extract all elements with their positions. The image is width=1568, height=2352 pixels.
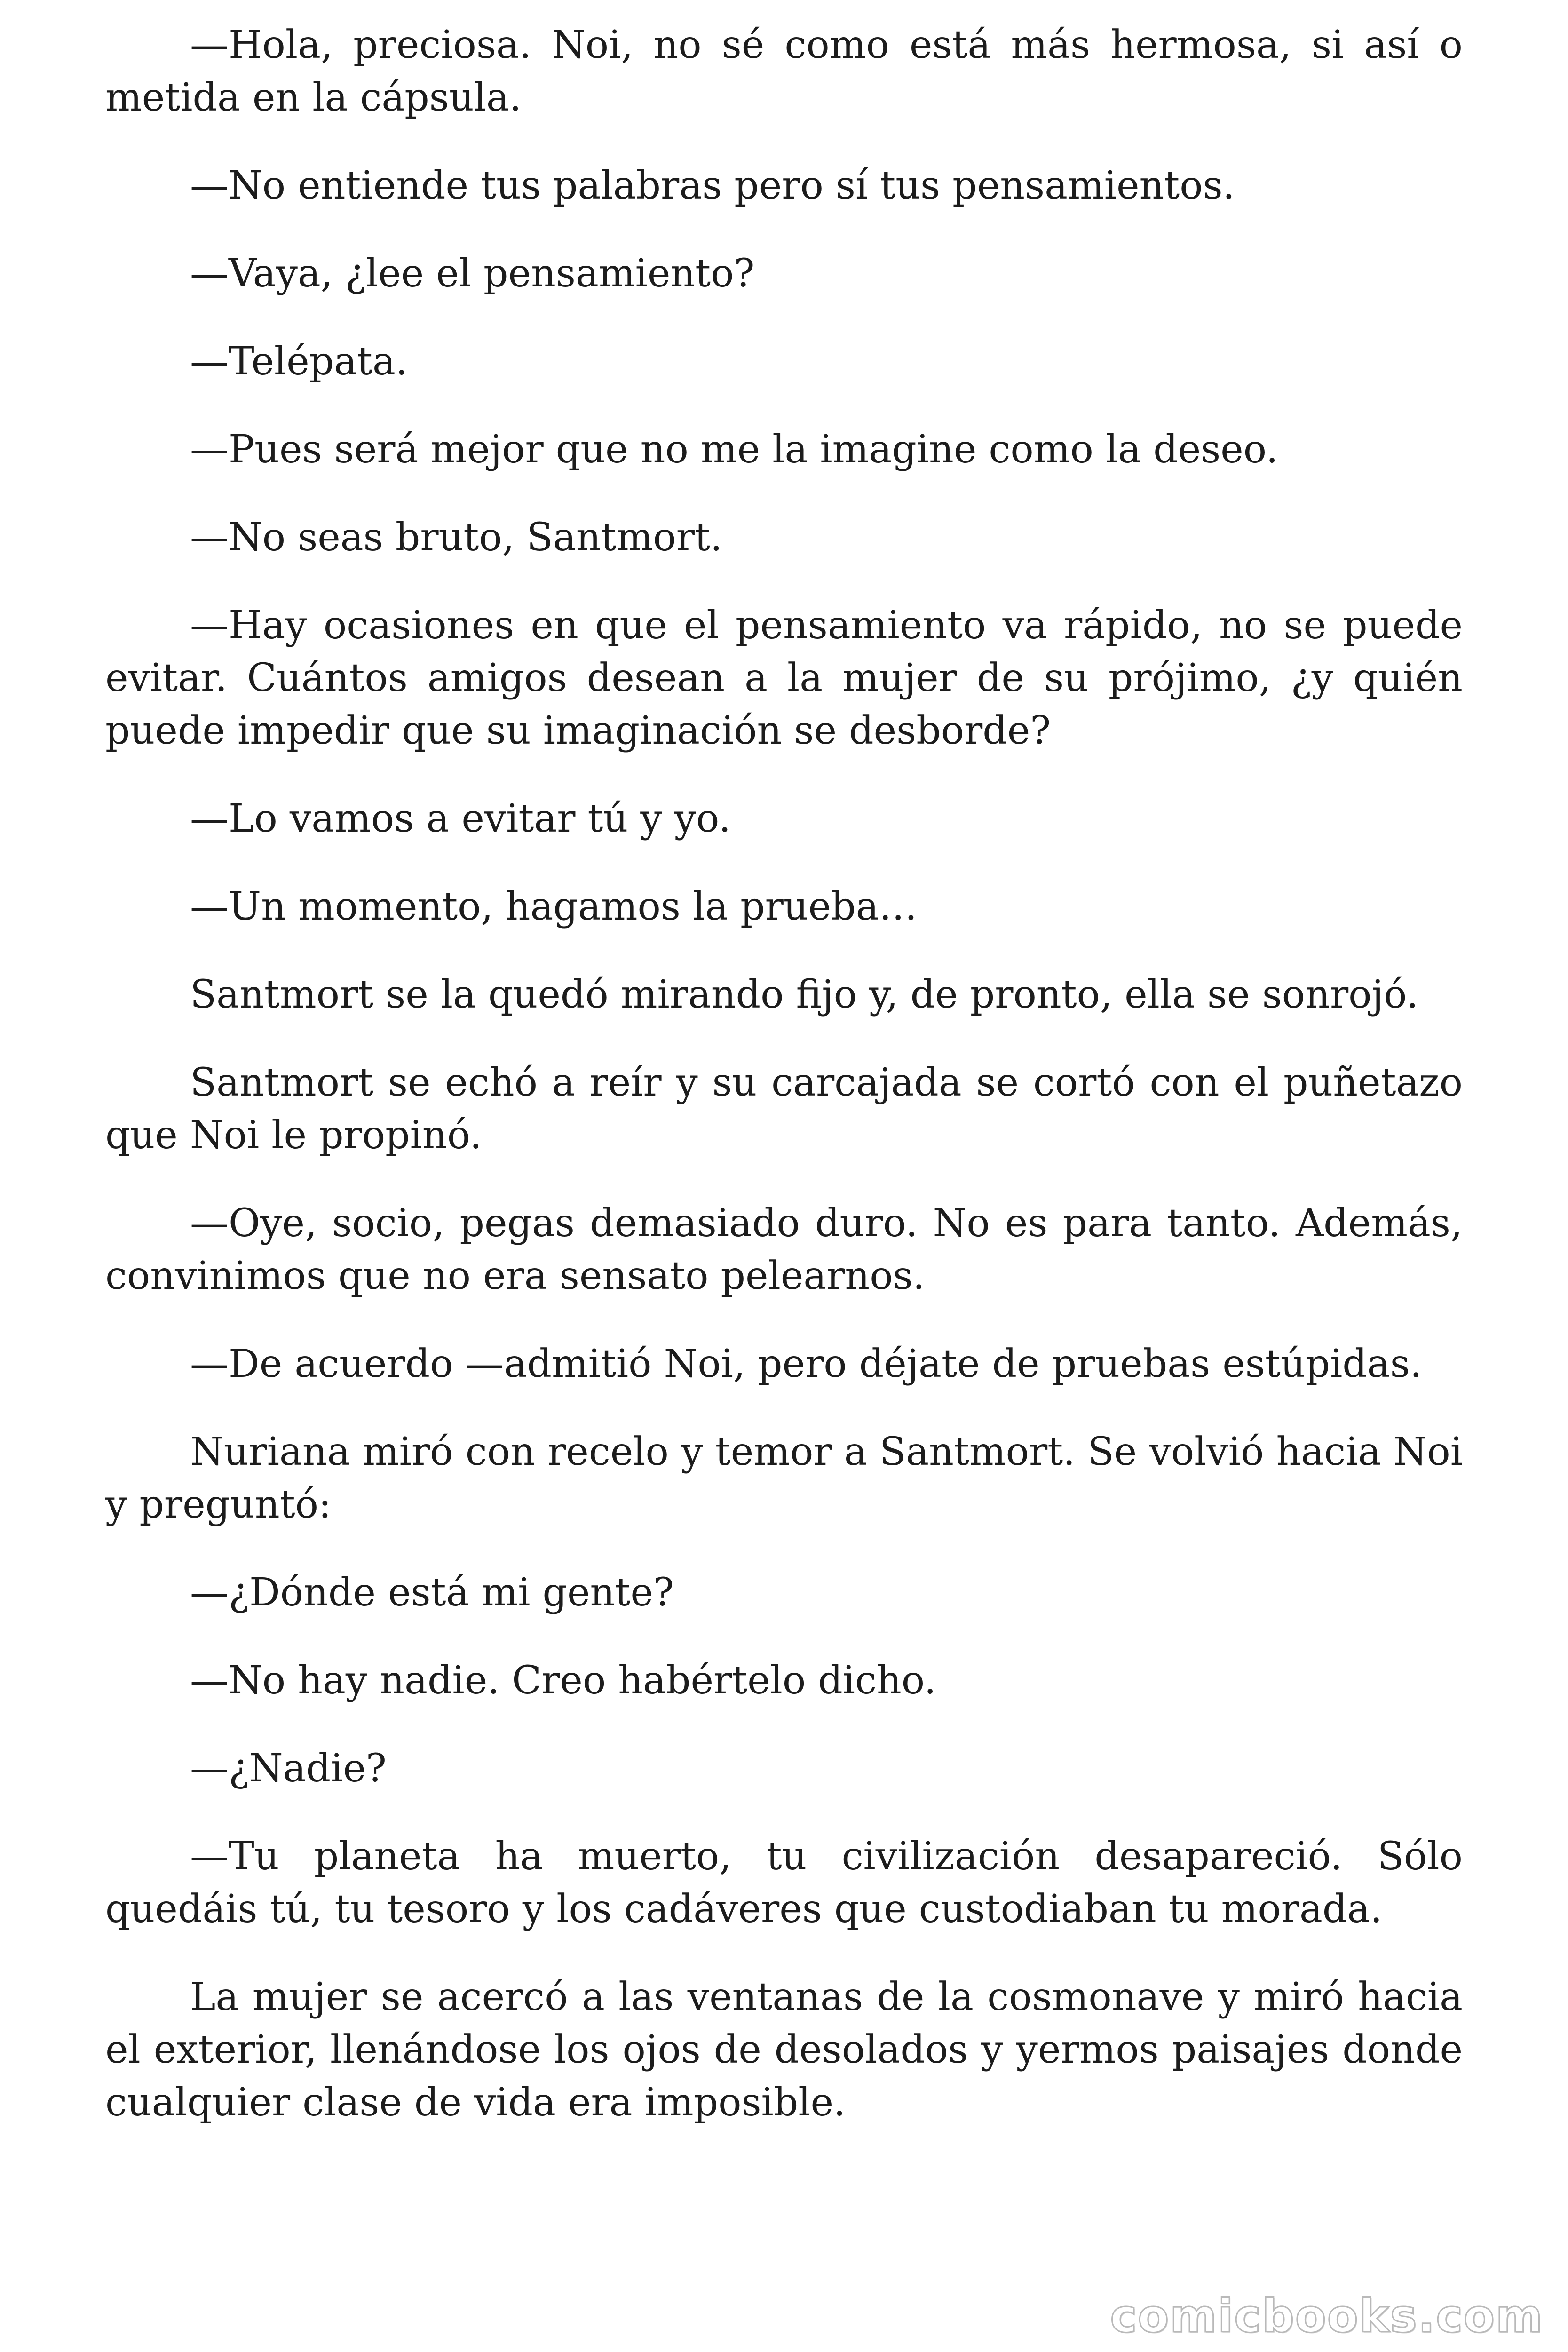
paragraph: La mujer se acercó a las ventanas de la cosmonave y miró hacia el exterior, llenándose los ojos de desolados y yermos paisajes donde cualquier clase de vida era imposible. xyxy=(105,1975,1463,2125)
paragraph: —Hay ocasiones en que el pensamiento va rápido, no se puede evitar. Cuántos amigos desean a la mujer de su prójimo, ¿y quién puede impedir que su imaginación se desborde? xyxy=(105,603,1463,753)
paragraph: —Telépata. xyxy=(190,339,408,384)
paragraph: —No hay nadie. Creo habértelo dicho. xyxy=(190,1658,936,1703)
paragraph: Santmort se echó a reír y su carcajada se cortó con el puñetazo que Noi le propinó. xyxy=(105,1060,1463,1158)
page-text xyxy=(105,19,1463,2164)
paragraph: Santmort se la quedó mirando fijo y, de pronto, ella se sonrojó. xyxy=(190,972,1418,1017)
paragraph: —Oye, socio, pegas demasiado duro. No es para tanto. Además, convinimos que no era sensato pelearnos. xyxy=(105,1201,1463,1298)
paragraph: —Pues será mejor que no me la imagine como la deseo. xyxy=(190,427,1278,472)
paragraph: —De acuerdo —admitió Noi, pero déjate de pruebas estúpidas. xyxy=(190,1342,1422,1386)
watermark: comicbooks.com xyxy=(1110,2290,1544,2343)
paragraph: —Un momento, hagamos la prueba… xyxy=(190,884,918,929)
paragraph: —Hola, preciosa. Noi, no sé como está más hermosa, si así o metida en la cápsula. xyxy=(105,23,1463,120)
paragraph: —No entiende tus palabras pero sí tus pensamientos. xyxy=(190,163,1235,208)
paragraph: —¿Nadie? xyxy=(190,1746,387,1791)
paragraph: —¿Dónde está mi gente? xyxy=(190,1570,674,1615)
paragraph: —Vaya, ¿lee el pensamiento? xyxy=(190,251,755,296)
paragraph: Nuriana miró con recelo y temor a Santmort. Se volvió hacia Noi y preguntó: xyxy=(105,1430,1463,1527)
paragraph: —No seas bruto, Santmort. xyxy=(190,515,722,560)
paragraph: —Tu planeta ha muerto, tu civilización desapareció. Sólo quedáis tú, tu tesoro y los cadáveres que custodiaban tu morada. xyxy=(105,1834,1463,1931)
paragraph: —Lo vamos a evitar tú y yo. xyxy=(190,796,731,841)
